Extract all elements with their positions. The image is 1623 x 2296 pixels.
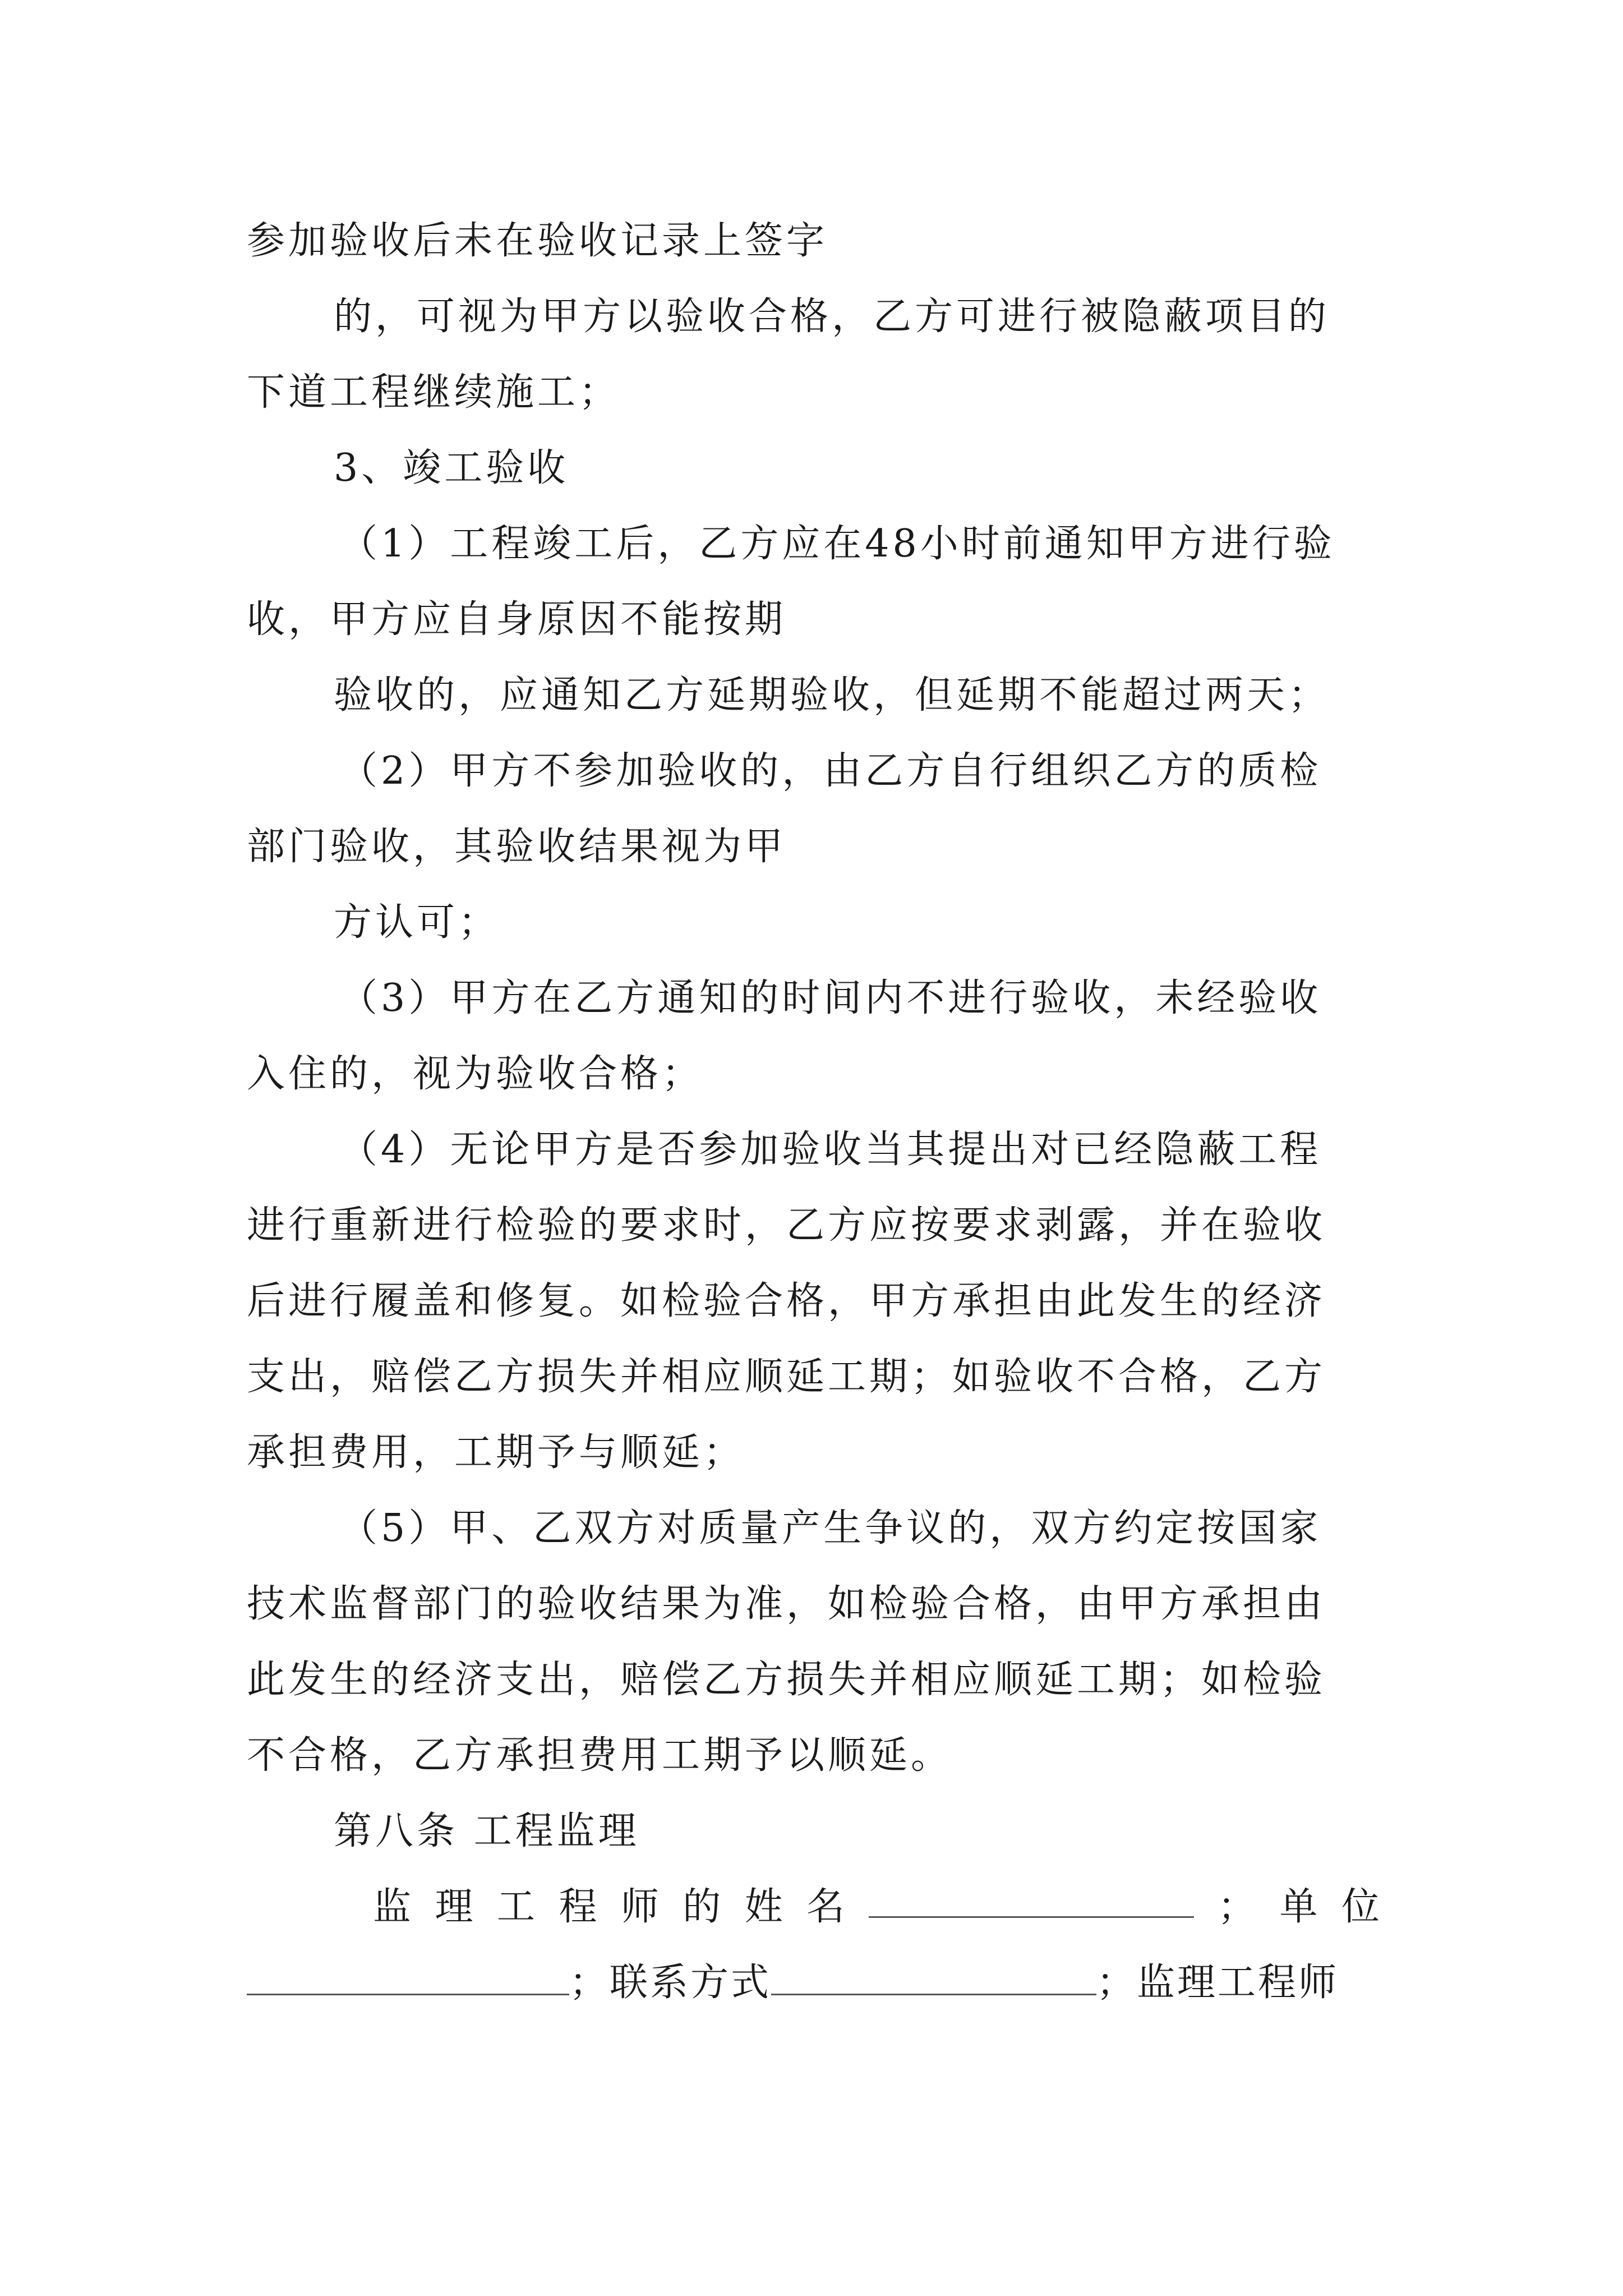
label-char: 姓 <box>744 1885 783 1929</box>
text-line: 承担费用，工期予与顺延； <box>247 1430 745 1475</box>
separator: ； <box>1218 1885 1256 1929</box>
label-char: 单 <box>1279 1885 1318 1929</box>
text-line: 后进行履盖和修复。如检验合格，甲方承担由此发生的经济 <box>247 1279 1326 1323</box>
text-line: （3）甲方在乙方通知的时间内不进行验收，未经验收 <box>339 976 1322 1020</box>
contact-form-line <box>247 1961 1339 2005</box>
text-line: （2）甲方不参加验收的，由乙方自行组织乙方的质检 <box>339 749 1322 793</box>
text-line: 此发生的经济支出，赔偿乙方损失并相应顺延工期；如检验 <box>247 1658 1326 1702</box>
supervisor-label: ；监理工程师 <box>1096 1961 1339 2005</box>
label-char: 工 <box>496 1885 535 1929</box>
text-line: 不合格，乙方承担费用工期予以顺延。 <box>247 1733 953 1778</box>
text-line: 支出，赔偿乙方损失并相应顺延工期；如验收不合格，乙方 <box>247 1355 1326 1399</box>
text-line: 部门验收，其验收结果视为甲 <box>247 825 787 869</box>
text-line: 收，甲方应自身原因不能按期 <box>247 597 787 642</box>
text-line: 方认可； <box>334 900 500 945</box>
unit-blank[interactable] <box>247 1962 569 1995</box>
label-char: 师 <box>620 1885 659 1929</box>
text-line: （5）甲、乙双方对质量产生争议的，双方约定按国家 <box>339 1506 1322 1550</box>
label-char: 监 <box>373 1885 412 1929</box>
label-char: 理 <box>435 1885 473 1929</box>
label-char: 的 <box>683 1885 721 1929</box>
text-line: 下道工程继续施工； <box>247 370 621 415</box>
text-line: 入住的，视为验收合格； <box>247 1052 704 1096</box>
text-line: （4）无论甲方是否参加验收当其提出对已经隐蔽工程 <box>339 1128 1322 1172</box>
supervisor-name-blank[interactable] <box>869 1885 1194 1918</box>
contact-blank[interactable] <box>771 1962 1096 1995</box>
article-heading: 第八条 工程监理 <box>334 1809 640 1853</box>
text-line: 技术监督部门的验收结果为准，如检验合格，由甲方承担由 <box>247 1582 1326 1626</box>
section-heading: 3、竣工验收 <box>334 446 569 490</box>
label-char: 名 <box>806 1885 845 1929</box>
label-char: 程 <box>559 1885 597 1929</box>
text-line: 参加验收后未在验收记录上签字 <box>247 219 828 263</box>
label-char: 位 <box>1341 1885 1380 1929</box>
text-line: 的，可视为甲方以验收合格，乙方可进行被隐蔽项目的 <box>334 295 1330 339</box>
text-line: 验收的，应通知乙方延期验收，但延期不能超过两天； <box>334 673 1330 717</box>
supervisor-form-line <box>373 1885 1380 1930</box>
contact-label: ；联系方式 <box>569 1961 772 2005</box>
text-line: （1）工程竣工后，乙方应在48小时前通知甲方进行验 <box>339 522 1335 566</box>
text-line: 进行重新进行检验的要求时，乙方应按要求剥露，并在验收 <box>247 1203 1326 1248</box>
